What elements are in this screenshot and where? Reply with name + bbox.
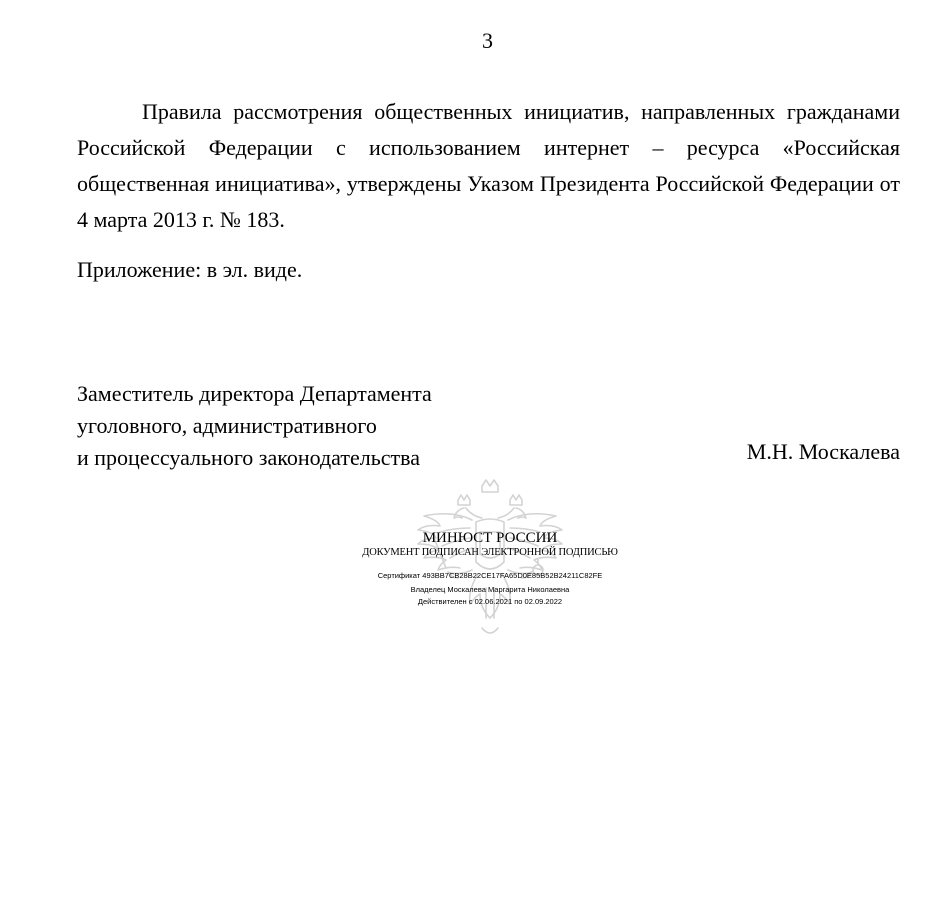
double-headed-eagle-icon	[410, 478, 570, 646]
stamp-caption: ДОКУМЕНТ ПОДПИСАН ЭЛЕКТРОННОЙ ПОДПИСЬЮ	[362, 547, 618, 558]
stamp-certificate: Сертификат 493BB7CB28B22CE17FA65D0E85B52B24211C82FE	[377, 571, 603, 580]
attachment-note: Приложение: в эл. виде.	[77, 257, 303, 282]
signer-position-line: Заместитель директора Департамента	[77, 381, 432, 406]
signer-position-line: и процессуального законодательства	[77, 445, 420, 470]
body-paragraph: Правила рассмотрения общественных инициатив, направленных гражданами Российской Федерации с использованием интернет – ресурса «Российская общественная инициатива», утверждены Указом Президента Российской Федерации от 4 марта 2013 г. № 183.	[77, 99, 900, 232]
signer-name: М.Н. Москалева	[746, 439, 900, 464]
signer-position	[77, 378, 432, 474]
stamp-validity: Действителен с 02.06.2021 по 02.09.2022	[417, 597, 563, 606]
stamp-organization: МИНЮСТ РОССИИ	[422, 530, 558, 546]
signer-position-line: уголовного, административного	[77, 413, 377, 438]
stamp-owner: Владелец Москалева Маргарита Николаевна	[410, 585, 570, 594]
page-number: 3	[482, 28, 493, 53]
electronic-signature-stamp	[340, 478, 640, 646]
